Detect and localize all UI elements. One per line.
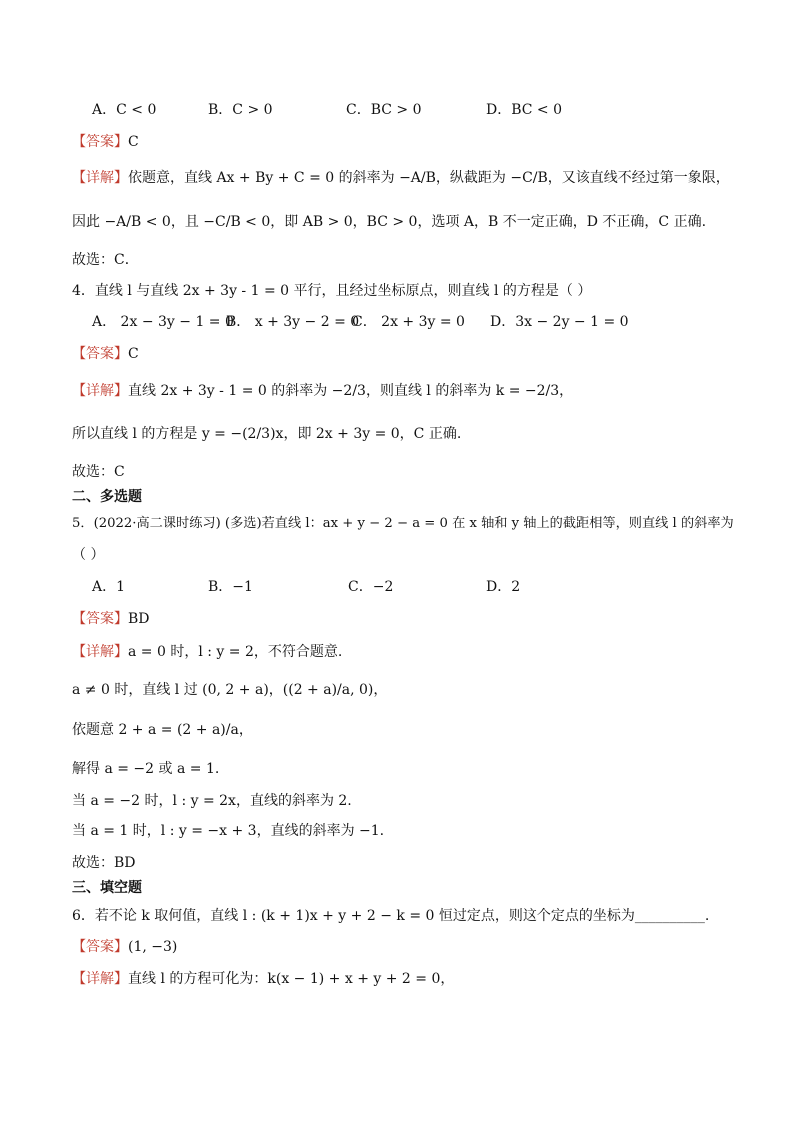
- q5-detail-line4: 解得 a = −2 或 a = 1.: [72, 761, 220, 777]
- q3-detail-line1: [72, 168, 730, 188]
- q3-conclusion: 故选：C．: [72, 252, 139, 268]
- detail-text: 直线 l 的方程可化为：k(x − 1) + x + y + 2 = 0，: [128, 971, 455, 987]
- answer-tag: 【答案】: [72, 611, 128, 627]
- q4-detail-line2: 所以直线 l 的方程是 y = −(2/3)x，即 2x + 3y = 0，C 正确.: [72, 426, 462, 442]
- q4-stem: 4．直线 l 与直线 2x + 3y - 1 = 0 平行，且经过坐标原点，则直线 l 的方程是（ ）: [72, 283, 592, 299]
- q3-options: [92, 100, 562, 120]
- q5-answer: [72, 609, 150, 629]
- q5-option-c[interactable]: C．−2: [348, 579, 394, 595]
- q4-option-b[interactable]: B． x + 3y − 2 = 0: [226, 314, 360, 330]
- q3-option-a[interactable]: A．C < 0: [92, 102, 157, 118]
- detail-tag: 【详解】: [72, 644, 128, 660]
- q5-option-a[interactable]: A．1: [92, 579, 126, 595]
- detail-text: 因此 −A/B < 0，且 −C/B < 0，即 AB > 0，BC > 0，选项 A，B 不一定正确，D 不正确，C 正确.: [72, 214, 707, 230]
- q5-detail-line5: 当 a = −2 时，l : y = 2x，直线的斜率为 2.: [72, 793, 352, 809]
- q4-option-d[interactable]: D．3x − 2y − 1 = 0: [490, 314, 629, 330]
- q4-option-a[interactable]: A． 2x − 3y − 1 = 0: [92, 314, 234, 330]
- q5-conclusion: 故选：BD: [72, 855, 136, 871]
- answer-tag: 【答案】: [72, 346, 128, 362]
- q5-detail-line1: [72, 642, 342, 662]
- detail-text: 依题意，直线 Ax + By + C = 0 的斜率为 −A/B，纵截距为 −C/B，又该直线不经过第一象限，: [128, 170, 730, 186]
- q4-option-c[interactable]: C． 2x + 3y = 0: [352, 314, 465, 330]
- answer-tag: 【答案】: [72, 939, 128, 955]
- q3-answer: [72, 132, 139, 152]
- q6-stem: 6．若不论 k 取何值，直线 l : (k + 1)x + y + 2 − k = 0 恒过定点，则这个定点的坐标为__________.: [72, 908, 710, 924]
- detail-tag: 【详解】: [72, 383, 128, 399]
- q6-answer: [72, 937, 177, 957]
- q4-answer: [72, 344, 139, 364]
- q5-options: [92, 577, 520, 597]
- q4-conclusion: 故选：C: [72, 464, 125, 480]
- q3-option-c[interactable]: C．BC > 0: [346, 102, 422, 118]
- q5-detail-line3: 依题意 2 + a = (2 + a)/a，: [72, 722, 253, 738]
- detail-text: 直线 2x + 3y - 1 = 0 的斜率为 −2/3，则直线 l 的斜率为 k = −2/3，: [128, 383, 574, 399]
- section-heading-fill-in: 三、填空题: [72, 880, 142, 896]
- q6-detail-line1: [72, 969, 454, 989]
- section-heading-multiple-choice: 二、多选题: [72, 489, 142, 505]
- q5-stem-line1: 5．(2022·高二课时练习) (多选)若直线 l：ax + y − 2 − a = 0 在 x 轴和 y 轴上的截距相等，则直线 l 的斜率为: [72, 516, 734, 531]
- q5-option-d[interactable]: D．2: [486, 579, 521, 595]
- q3-detail-line2: [72, 212, 706, 232]
- answer-tag: 【答案】: [72, 134, 128, 150]
- detail-text: a = 0 时，l : y = 2，不符合题意.: [128, 644, 343, 660]
- q5-detail-line2: a ≠ 0 时，直线 l 过 (0, 2 + a)，((2 + a)/a, 0)，: [72, 682, 388, 698]
- q5-stem-line2: （ ）: [72, 547, 105, 563]
- q4-options: [92, 312, 629, 332]
- answer-value: BD: [128, 611, 150, 627]
- q5-detail-line6: 当 a = 1 时，l : y = −x + 3，直线的斜率为 −1.: [72, 823, 385, 839]
- detail-tag: 【详解】: [72, 971, 128, 987]
- q5-option-b[interactable]: B．−1: [208, 579, 253, 595]
- q3-option-b[interactable]: B．C > 0: [208, 102, 273, 118]
- answer-value: C: [128, 346, 139, 362]
- q4-detail-line1: [72, 381, 573, 401]
- answer-value: C: [128, 134, 139, 150]
- q3-option-d[interactable]: D．BC < 0: [486, 102, 563, 118]
- answer-value: (1, −3): [128, 939, 178, 955]
- detail-tag: 【详解】: [72, 170, 128, 186]
